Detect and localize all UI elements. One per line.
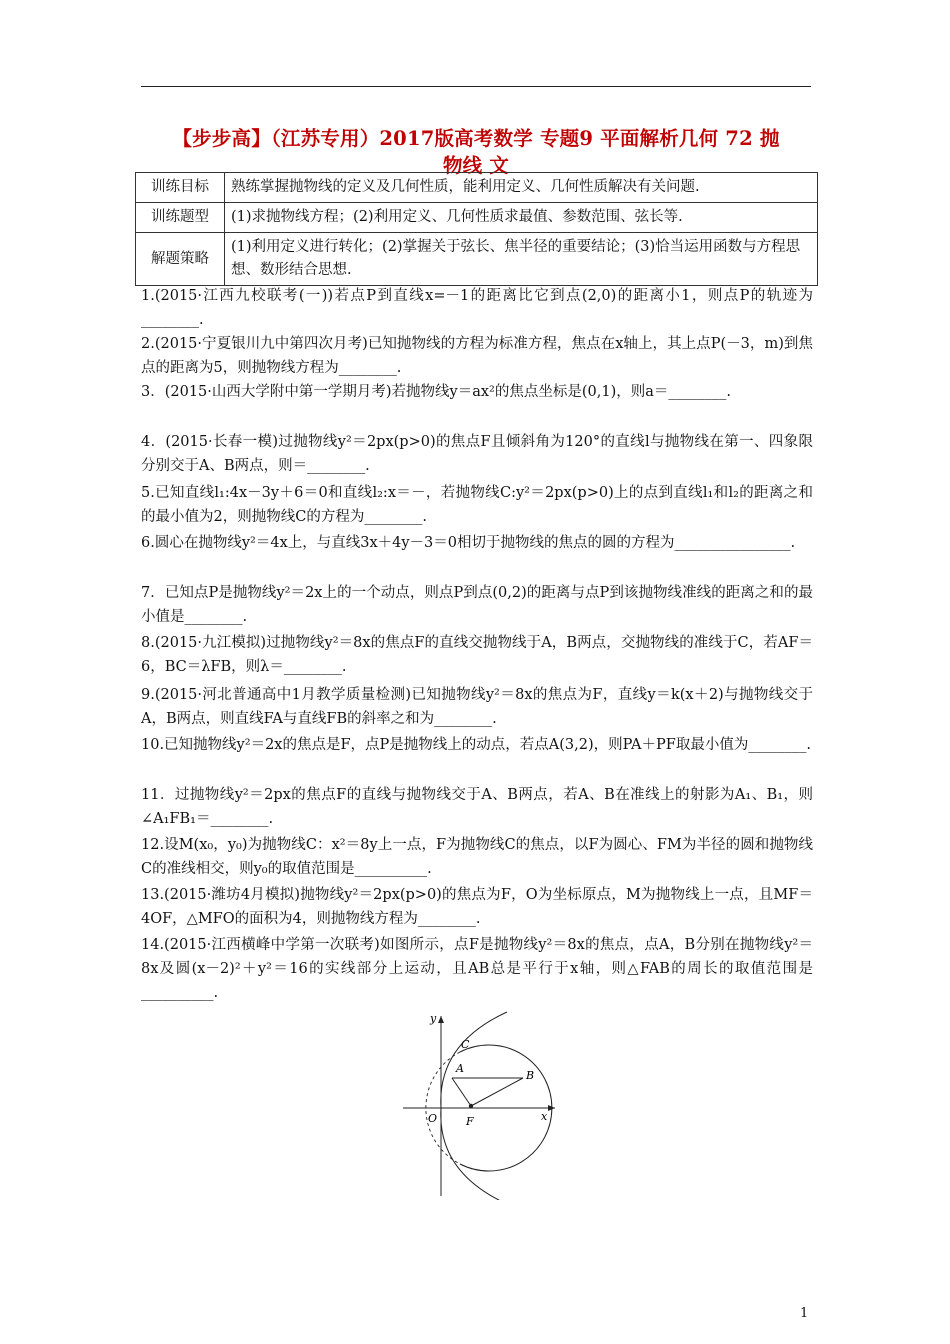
question-2: 2.(2015·宁夏银川九中第四次月考)已知抛物线的方程为标准方程，焦点在x轴上，其上点P(－3，m)到焦点的距离为5，则抛物线方程为________. (141, 336, 813, 376)
row-content: (1)利用定义进行转化；(2)掌握关于弦长、焦半径的重要结论；(3)恰当运用函数与方程思想、数形结合思想. (225, 233, 818, 286)
header-rule (141, 86, 811, 87)
row-label: 解题策略 (136, 233, 225, 286)
question-12: 12.设M(x₀，y₀)为抛物线C：x²＝8y上一点，F为抛物线C的焦点，以F为圆心、FM为半径的圆和抛物线C的准线相交，则y₀的取值范围是__________. (141, 837, 813, 877)
question-14: 14.(2015·江西横峰中学第一次联考)如图所示，点F是抛物线y²＝8x的焦点，点A，B分别在抛物线y²＝8x及圆(x－2)²＋y²＝16的实线部分上运动，且AB总是平行于x轴，则△FAB的周长的取值范围是__________. (141, 937, 813, 1001)
point-f-label: F (466, 1115, 474, 1128)
question-9: 9.(2015·河北普通高中1月教学质量检测)已知抛物线y²＝8x的焦点为F，直线y＝k(x＋2)与抛物线交于A，B两点，则直线FA与直线FB的斜率之和为________. (141, 687, 813, 727)
table-row (136, 203, 818, 233)
question-11: 11．过抛物线y²＝2px的焦点F的直线与抛物线交于A、B两点，若A、B在准线上的射影为A₁、B₁，则∠A₁FB₁＝________. (141, 787, 813, 827)
segment-bf (471, 1078, 523, 1106)
question-3: 3．(2015·山西大学附中第一学期月考)若抛物线y＝ax²的焦点坐标是(0,1)，则a＝________. (141, 384, 732, 400)
question-5: 5.已知直线l₁:4x－3y＋6＝0和直线l₂:x＝－，若抛物线C:y²＝2px(p>0)上的点到直线l₁和l₂的距离之和的最小值为2，则抛物线C的方程为________. (141, 485, 813, 525)
point-a-label: A (456, 1062, 464, 1075)
question-10: 10.已知抛物线y²＝2x的焦点是F，点P是抛物线上的动点，若点A(3,2)，则PA＋PF取最小值为________. (141, 737, 811, 753)
table-row (136, 233, 818, 286)
question-6: 6.圆心在抛物线y²＝4x上，与直线3x＋4y－3＝0相切于抛物线的焦点的圆的方程为________________. (141, 535, 796, 551)
row-label: 训练题型 (136, 203, 225, 233)
training-info-table (135, 172, 818, 286)
page-number: 1 (800, 1306, 809, 1321)
title-line-2: 物线 文 (442, 154, 510, 177)
title-line-1: 【步步高】（江苏专用）2017版高考数学 专题9 平面解析几何 72 抛 (172, 127, 780, 150)
origin-label: O (428, 1112, 438, 1125)
parabola-circle-figure (395, 1010, 565, 1200)
question-13: 13.(2015·潍坊4月模拟)抛物线y²＝2px(p>0)的焦点为F，O为坐标原点，M为抛物线上一点，且MF＝4OF，△MFO的面积为4，则抛物线方程为________. (141, 887, 813, 927)
question-7: 7．已知点P是抛物线y²＝2x上的一个动点，则点P到点(0,2)的距离与点P到该抛物线准线的距离之和的最小值是________. (141, 585, 813, 625)
y-axis-arrow (438, 1016, 444, 1023)
parabola-curve (441, 1012, 507, 1200)
table-row (136, 173, 818, 203)
segment-af (452, 1078, 471, 1106)
question-4: 4．(2015·长春一模)过抛物线y²＝2px(p>0)的焦点F且倾斜角为120°的直线l与抛物线在第一、四象限分别交于A、B两点，则＝________. (141, 434, 813, 474)
document-title (135, 125, 817, 179)
point-c-label: C (461, 1038, 470, 1051)
focus-point (469, 1104, 473, 1108)
x-axis-label: x (541, 1110, 548, 1123)
row-content: (1)求抛物线方程；(2)利用定义、几何性质求最值、参数范围、弦长等. (225, 203, 818, 233)
question-8: 8.(2015·九江模拟)过抛物线y²＝8x的焦点F的直线交抛物线于A，B两点，交抛物线的准线于C，若AF＝6，BC＝λFB，则λ＝________. (141, 635, 813, 675)
question-1: 1.(2015·江西九校联考(一))若点P到直线x=－1的距离比它到点(2,0)的距离小1，则点P的轨迹为________. (141, 288, 813, 328)
y-axis-label: y (430, 1012, 437, 1025)
point-b-label: B (526, 1069, 535, 1082)
row-label: 训练目标 (136, 173, 225, 203)
row-content: 熟练掌握抛物线的定义及几何性质，能利用定义、几何性质解决有关问题. (225, 173, 818, 203)
